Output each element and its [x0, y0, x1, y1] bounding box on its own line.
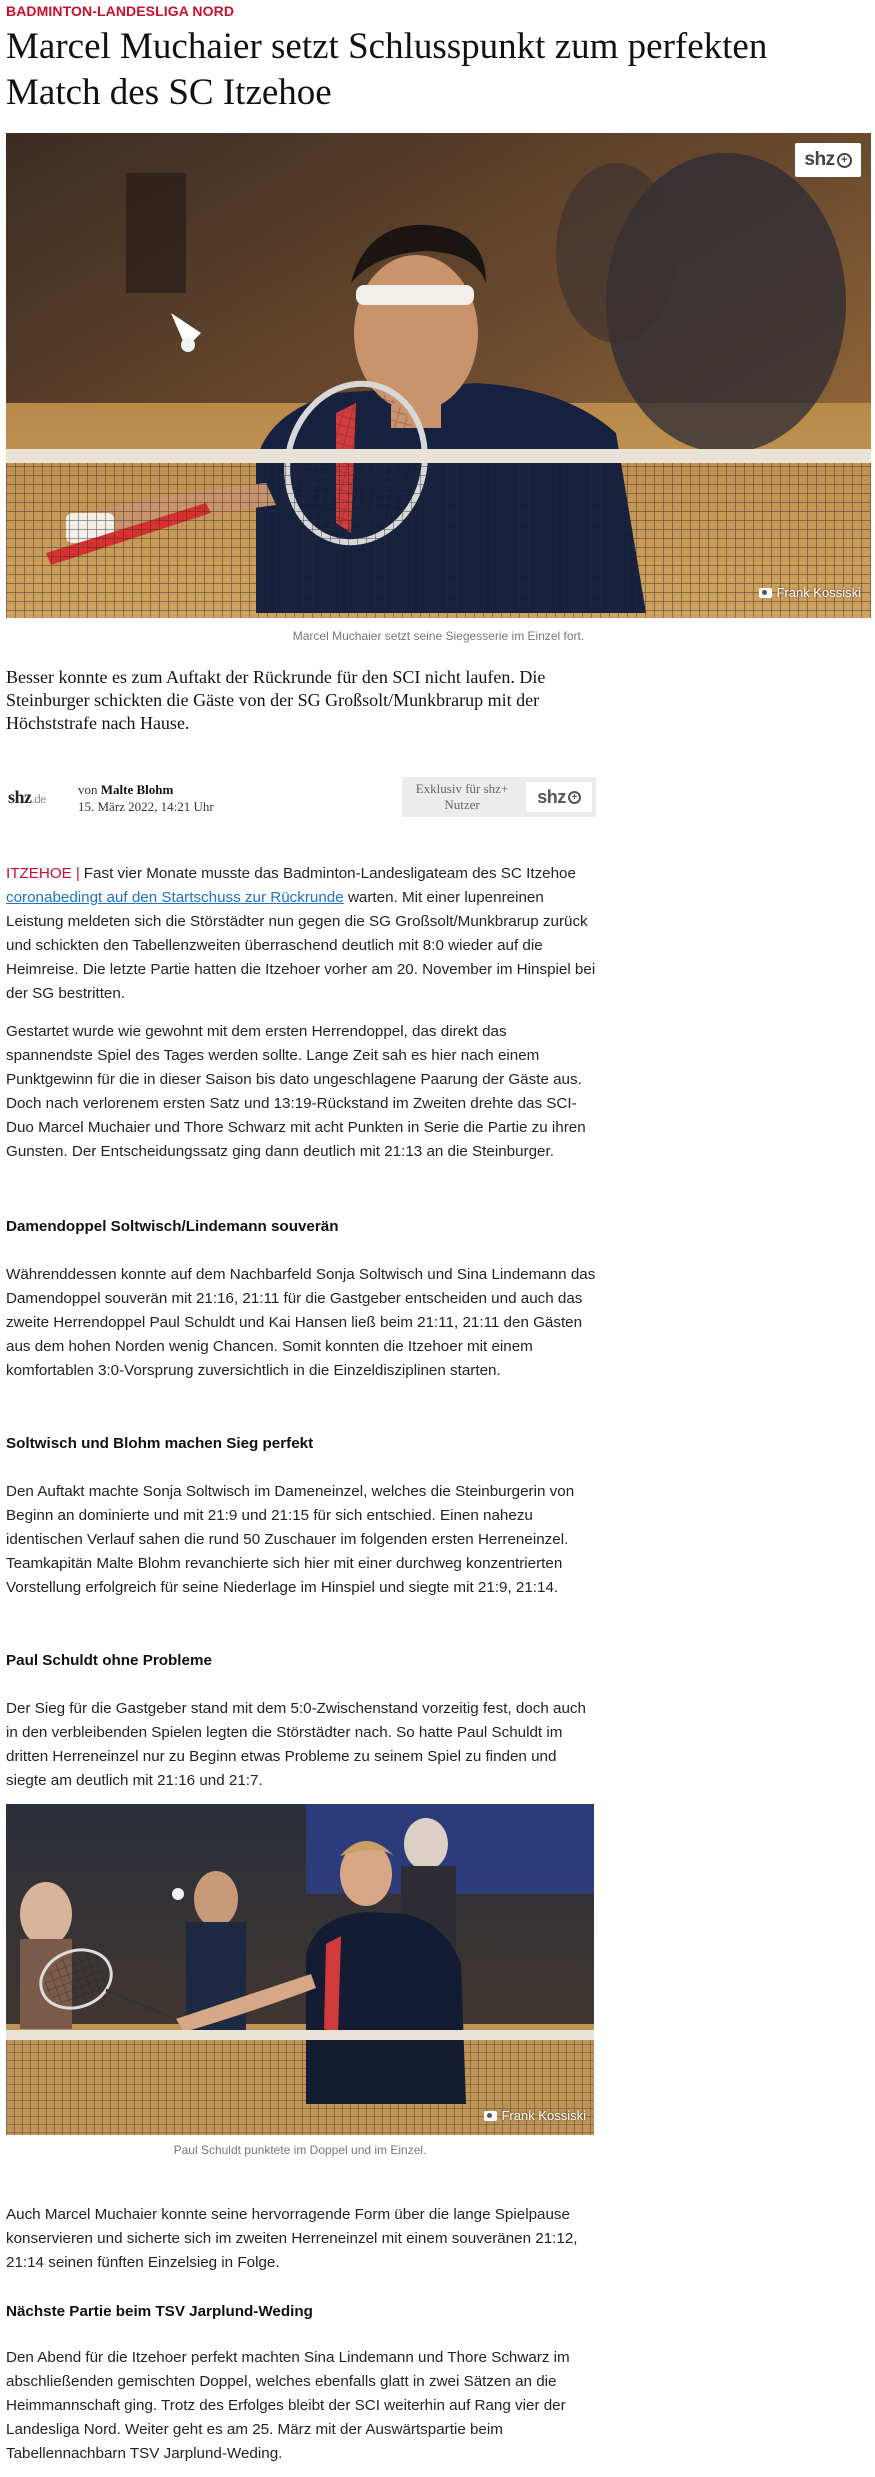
publish-date: 15. März 2022, 14:21 Uhr [78, 799, 214, 814]
author-name[interactable]: Malte Blohm [100, 782, 174, 797]
dateline-location: ITZEHOE [6, 865, 72, 882]
paragraph: Den Auftakt machte Sonja Soltwisch im Dameneinzel, welches die Steinburgerin von Beginn an dominierte und mit 21:9 und 21:15 für sich entschied. Einen nahezu identischen Verlauf sahen die rund 50 Zuschauer im folgenden ersten Herreneinzel. Teamkapitän Malte Blohm revanchierte sich hier mit einer durchweg konzentrierten Vorstellung erfolgreich für seine Niederlage im Hinspiel und siegte mit 21:9, 21:14. [6, 1483, 575, 1596]
byline [6, 775, 596, 821]
shz-logo-suffix: .de [31, 791, 46, 806]
subheading: Paul Schuldt ohne Probleme [6, 1652, 212, 1669]
exclusive-label: Exklusiv für shz+ Nutzer [415, 781, 509, 812]
article-teaser: Besser konnte es zum Auftakt der Rückrunde für den SCI nicht laufen. Die Steinburger schickten die Gäste von der SG Großsolt/Munkbrarup mit der Höchststrafe nach Hause. [6, 667, 546, 733]
inline-link-rueckrunde[interactable]: coronabedingt auf den Startschuss zur Rückrunde [6, 889, 344, 906]
photo-credit [759, 585, 861, 600]
photo-credit-text: Frank Kossiski [776, 585, 861, 600]
photo2-caption: Paul Schuldt punktete im Doppel und im Einzel. [173, 2143, 427, 2157]
camera-icon [484, 2111, 497, 2121]
subheading: Damendoppel Soltwisch/Lindemann souverän [6, 1218, 339, 1235]
intro-text-after: warten. Mit einer lupenreinen Leistung meldeten sich die Störstädter nun gegen die SG Großsolt/Munkbrarup zurück und schickten den Tabellenzweiten überraschend deutlich mit 8:0 wieder auf die Heimreise. Die letzte Partie hatten die Itzehoer vorher am 20. November im Hinspiel bei der SG bestritten. [6, 889, 596, 1002]
shz-plus-logo [526, 782, 592, 812]
photo2-illustration [6, 1804, 594, 2135]
shz-logo-main: shz [8, 787, 32, 807]
article-image-2[interactable] [6, 1804, 594, 2135]
paragraph: Der Sieg für die Gastgeber stand mit dem 5:0-Zwischenstand vorzeitig fest, doch auch in den verbleibenden Spielen legten die Störstädter nach. So hatte Paul Schuldt im dritten Herreneinzel nur zu Beginn etwas Probleme zu seinem Spiel zu finden und siegte am deutlich mit 21:16 und 21:7. [6, 1700, 586, 1789]
subheading: Nächste Partie beim TSV Jarplund-Weding [6, 2303, 313, 2320]
paragraph: Gestartet wurde wie gewohnt mit dem ersten Herrendoppel, das direkt das spannendste Spiel des Tages werden sollte. Lange Zeit sah es hier nach einem Punktgewinn für die in dieser Saison bis dato ungeschlagene Paarung der Gäste aus. Doch nach verlorenem ersten Satz und 13:19-Rückstand im Zweiten drehte das SCI-Duo Marcel Muchaier und Thore Schwarz mit acht Punkten in Serie die Partie zu ihren Gunsten. Der Entscheidungssatz ging dann deutlich mit 21:13 an die Steinburger. [6, 1023, 586, 1160]
subheading: Soltwisch und Blohm machen Sieg perfekt [6, 1435, 314, 1452]
paragraph: Währenddessen konnte auf dem Nachbarfeld Sonja Soltwisch und Sina Lindemann das Damendoppel souverän mit 21:16, 21:11 für die Gastgeber entscheiden und auch das zweite Herrendoppel Paul Schuldt und Kai Hansen ließ beim 21:11, 21:11 den Gästen aus dem hohen Norden wenig Chancen. Somit konnten die Itzehoer mit einem komfortablen 3:0-Vorsprung zuversichtlich in die Einzeldisziplinen starten. [6, 1266, 596, 1379]
article-headline: Marcel Muchaier setzt Schlusspunkt zum perfekten Match des SC Itzehoe [6, 26, 768, 113]
paragraph-intro [6, 862, 596, 1006]
photo-credit-text: Frank Kossiski [501, 2108, 586, 2123]
author-prefix: von [78, 782, 98, 797]
shz-brand-badge[interactable] [795, 143, 861, 177]
plus-icon: + [568, 791, 581, 804]
paragraph: Den Abend für die Itzehoer perfekt machten Sina Lindemann und Thore Schwarz im abschließenden gemischten Doppel, welches ebenfalls glatt in zwei Sätzen an die Heimmannschaft ging. Trotz des Erfolges bleibt der SCI weiterhin auf Rang vier der Landesliga Nord. Weiter geht es am 25. März mit der Auswärtspartie beim Tabellennachbarn TSV Jarplund-Weding. [6, 2349, 570, 2462]
exclusive-badge [402, 777, 596, 817]
author-block [78, 781, 214, 815]
hero-caption: Marcel Muchaier setzt seine Siegesserie im Einzel fort. [292, 629, 585, 643]
dateline-separator: | [75, 865, 80, 882]
photo-credit [484, 2108, 586, 2123]
intro-text-before: Fast vier Monate musste das Badminton-Landesligateam des SC Itzehoe [83, 865, 576, 882]
brand-badge-text: shz [804, 149, 835, 170]
paragraph: Auch Marcel Muchaier konnte seine hervorragende Form über die lange Spielpause konservieren und sicherte sich im zweiten Herreneinzel mit einem souveränen 21:12, 21:14 seinen fünften Einzelsieg in Folge. [6, 2206, 578, 2271]
shz-plus-logo-text: shz [537, 786, 566, 807]
hero-image[interactable] [6, 133, 871, 618]
camera-icon [759, 588, 772, 598]
shz-logo[interactable] [8, 787, 46, 808]
hero-photo-illustration [6, 133, 871, 618]
plus-icon: + [837, 153, 852, 168]
article-kicker: BADMINTON-LANDESLIGA NORD [6, 3, 235, 19]
